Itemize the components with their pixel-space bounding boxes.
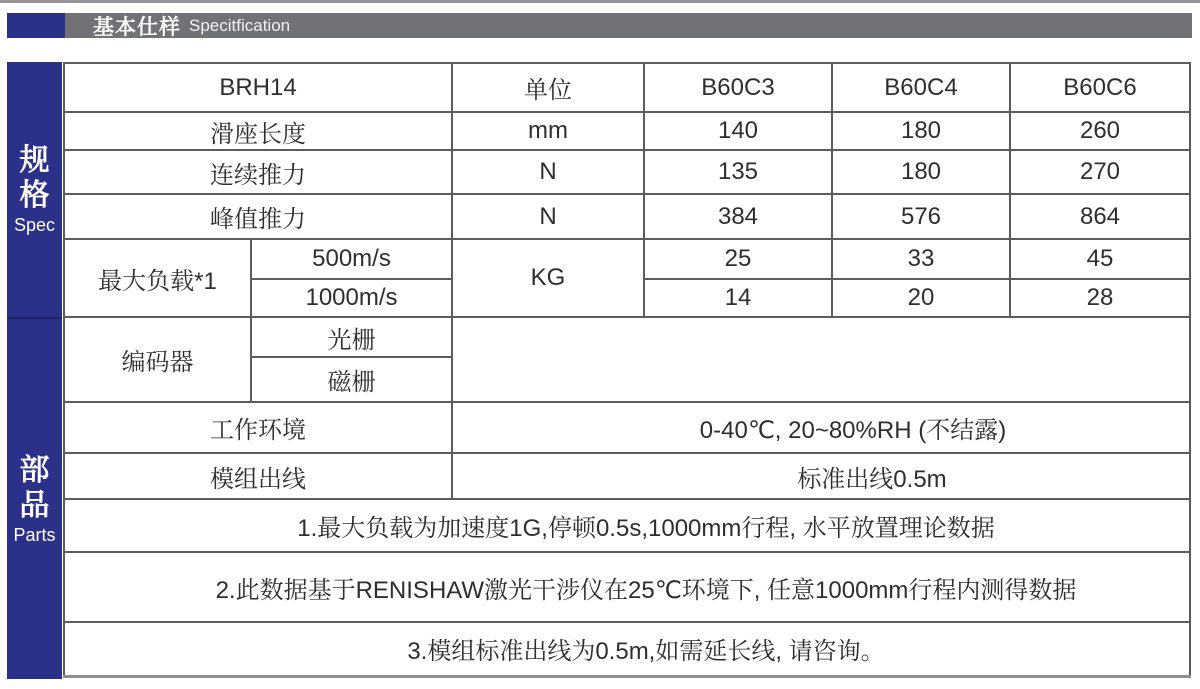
cell-continuous-force-label: 连续推力	[64, 150, 452, 194]
cell-encoder-optical: 光栅	[251, 317, 452, 357]
cell-max-load-speed-1000: 1000m/s	[251, 279, 452, 317]
cell-cable-label: 模组出线	[64, 453, 452, 499]
section-title-en: Specitfication	[189, 15, 291, 35]
cell-encoder-empty	[452, 317, 1190, 402]
cell-max-load-500-b60c6: 45	[1010, 239, 1190, 279]
cell-continuous-force-unit: N	[452, 150, 644, 194]
header-accent-block	[7, 13, 65, 38]
cell-slider-length-b60c4: 180	[832, 112, 1010, 150]
sidebar-parts-label-zh: 部品	[19, 453, 50, 522]
cell-peak-force-unit: N	[452, 194, 644, 239]
section-title-zh: 基本仕样	[93, 15, 181, 39]
table-row	[64, 194, 1190, 239]
cell-environment-value: 0-40℃, 20~80%RH (不结露)	[452, 402, 1190, 453]
cell-max-load-speed-500: 500m/s	[251, 239, 452, 279]
cell-max-load-1000-b60c3: 14	[644, 279, 832, 317]
cell-continuous-force-b60c6: 270	[1010, 150, 1190, 194]
table-row	[64, 112, 1190, 150]
sidebar-section-spec	[7, 62, 62, 317]
cell-peak-force-b60c3: 384	[644, 194, 832, 239]
cell-slider-length-label: 滑座长度	[64, 112, 452, 150]
table-row	[64, 63, 1190, 112]
cell-cable-value: 标准出线0.5m	[452, 453, 1190, 499]
category-sidebar	[7, 62, 62, 679]
table-row	[64, 402, 1190, 453]
table-row	[64, 239, 1190, 279]
cell-max-load-1000-b60c6: 28	[1010, 279, 1190, 317]
section-header-bar	[65, 13, 1192, 38]
cell-model-name: BRH14	[64, 63, 452, 112]
cell-peak-force-label: 峰值推力	[64, 194, 452, 239]
sidebar-spec-label-en: Spec	[13, 215, 56, 235]
table-row	[64, 622, 1190, 676]
table-row	[64, 499, 1190, 552]
cell-slider-length-unit: mm	[452, 112, 644, 150]
sidebar-spec-label-zh: 规格	[19, 144, 50, 212]
note-2: 2.此数据基于RENISHAW激光干涉仪在25℃环境下, 任意1000mm行程内测得数据	[64, 552, 1190, 622]
cell-peak-force-b60c4: 576	[832, 194, 1010, 239]
cell-environment-label: 工作环境	[64, 402, 452, 453]
cell-max-load-500-b60c3: 25	[644, 239, 832, 279]
table-row	[64, 317, 1190, 357]
col-header-b60c3: B60C3	[644, 63, 832, 112]
top-divider-line	[0, 0, 1200, 3]
table-row	[64, 150, 1190, 194]
sidebar-section-parts	[7, 319, 62, 679]
note-1: 1.最大负载为加速度1G,停顿0.5s,1000mm行程, 水平放置理论数据	[64, 499, 1190, 552]
cell-continuous-force-b60c3: 135	[644, 150, 832, 194]
cell-encoder-label: 编码器	[64, 317, 251, 402]
col-header-b60c4: B60C4	[832, 63, 1010, 112]
cell-max-load-label: 最大负载*1	[64, 239, 251, 317]
cell-max-load-500-b60c4: 33	[832, 239, 1010, 279]
table-row	[64, 453, 1190, 499]
cell-max-load-1000-b60c4: 20	[832, 279, 1010, 317]
sidebar-parts-label-en: Parts	[13, 524, 56, 545]
cell-peak-force-b60c6: 864	[1010, 194, 1190, 239]
table-row	[64, 552, 1190, 622]
cell-slider-length-b60c6: 260	[1010, 112, 1190, 150]
note-3: 3.模组标准出线为0.5m,如需延长线, 请咨询。	[64, 622, 1190, 676]
cell-slider-length-b60c3: 140	[644, 112, 832, 150]
col-header-b60c6: B60C6	[1010, 63, 1190, 112]
cell-continuous-force-b60c4: 180	[832, 150, 1010, 194]
cell-unit-header: 单位	[452, 63, 644, 112]
specification-table	[63, 62, 1191, 678]
cell-encoder-magnetic: 磁栅	[251, 357, 452, 402]
cell-max-load-unit: KG	[452, 239, 644, 317]
